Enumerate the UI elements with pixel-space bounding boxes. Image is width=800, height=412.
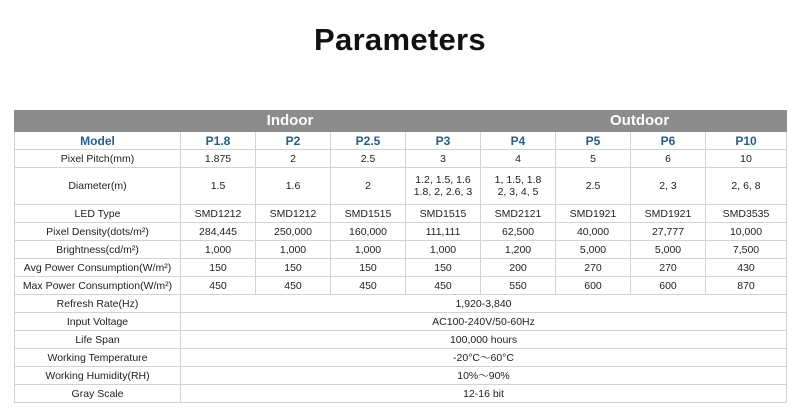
shared-value-cell: 1,920-3,840 <box>181 295 787 313</box>
page-title: Parameters <box>314 22 486 57</box>
value-cell: SMD1212 <box>256 205 331 223</box>
value-cell: SMD3535 <box>706 205 787 223</box>
indoor-band: Indoor <box>15 111 556 132</box>
row-label: Avg Power Consumption(W/m²) <box>15 259 181 277</box>
row-label: Pixel Pitch(mm) <box>15 150 181 168</box>
value-cell: 1.875 <box>181 150 256 168</box>
value-cell: 450 <box>181 277 256 295</box>
table-row <box>15 277 787 295</box>
table-row <box>15 150 787 168</box>
shared-value-cell: -20°C～60°C <box>181 349 787 367</box>
parameters-table <box>14 110 787 403</box>
value-cell: 111,111 <box>406 223 481 241</box>
value-cell: 2 <box>256 150 331 168</box>
model-header-row <box>15 132 787 150</box>
value-cell: SMD1921 <box>556 205 631 223</box>
value-cell: 1.2, 1.5, 1.6 1.8, 2, 2.6, 3 <box>406 168 481 205</box>
value-cell: 450 <box>256 277 331 295</box>
value-cell: 150 <box>406 259 481 277</box>
outdoor-band: Outdoor <box>556 111 787 132</box>
value-cell: 62,500 <box>481 223 556 241</box>
model-header-cell: P5 <box>556 132 631 150</box>
value-cell: 600 <box>556 277 631 295</box>
value-cell: 150 <box>331 259 406 277</box>
value-cell: 1,000 <box>331 241 406 259</box>
value-cell: 3 <box>406 150 481 168</box>
value-cell: 6 <box>631 150 706 168</box>
table-row <box>15 223 787 241</box>
value-cell: 160,000 <box>331 223 406 241</box>
model-header-cell: P4 <box>481 132 556 150</box>
value-cell: 4 <box>481 150 556 168</box>
model-header-cell: P1.8 <box>181 132 256 150</box>
value-cell: 200 <box>481 259 556 277</box>
shared-row <box>15 385 787 403</box>
value-cell: 450 <box>331 277 406 295</box>
value-cell: 1,200 <box>481 241 556 259</box>
value-cell: 284,445 <box>181 223 256 241</box>
value-cell: 10,000 <box>706 223 787 241</box>
value-cell: SMD2121 <box>481 205 556 223</box>
value-cell: SMD1921 <box>631 205 706 223</box>
shared-value-cell: 100,000 hours <box>181 331 787 349</box>
value-cell: 450 <box>406 277 481 295</box>
row-label: LED Type <box>15 205 181 223</box>
value-cell: 1.6 <box>256 168 331 205</box>
model-header-cell: P2 <box>256 132 331 150</box>
value-cell: 250,000 <box>256 223 331 241</box>
table-row <box>15 168 787 205</box>
row-label: Input Voltage <box>15 313 181 331</box>
model-header-label: Model <box>15 132 181 150</box>
value-cell: 550 <box>481 277 556 295</box>
value-cell: 5,000 <box>556 241 631 259</box>
value-cell: SMD1515 <box>406 205 481 223</box>
model-header-cell: P3 <box>406 132 481 150</box>
shared-row <box>15 295 787 313</box>
value-cell: 1,000 <box>256 241 331 259</box>
row-label: Diameter(m) <box>15 168 181 205</box>
value-cell: 1,000 <box>181 241 256 259</box>
value-cell: 2, 6, 8 <box>706 168 787 205</box>
value-cell: 2.5 <box>556 168 631 205</box>
model-header-cell: P6 <box>631 132 706 150</box>
band-row <box>15 111 787 132</box>
value-cell: 150 <box>256 259 331 277</box>
row-label: Max Power Consumption(W/m²) <box>15 277 181 295</box>
value-cell: 40,000 <box>556 223 631 241</box>
table-row <box>15 205 787 223</box>
value-cell: 600 <box>631 277 706 295</box>
row-label: Pixel Density(dots/m²) <box>15 223 181 241</box>
model-header-cell: P10 <box>706 132 787 150</box>
row-label: Brightness(cd/m²) <box>15 241 181 259</box>
shared-value-cell: 12-16 bit <box>181 385 787 403</box>
value-cell: 270 <box>631 259 706 277</box>
value-cell: SMD1515 <box>331 205 406 223</box>
value-cell: 1, 1.5, 1.8 2, 3, 4, 5 <box>481 168 556 205</box>
value-cell: 1,000 <box>406 241 481 259</box>
row-label: Gray Scale <box>15 385 181 403</box>
table-row <box>15 259 787 277</box>
value-cell: SMD1212 <box>181 205 256 223</box>
shared-row <box>15 331 787 349</box>
model-header-cell: P2.5 <box>331 132 406 150</box>
value-cell: 7,500 <box>706 241 787 259</box>
value-cell: 2, 3 <box>631 168 706 205</box>
value-cell: 1.5 <box>181 168 256 205</box>
value-cell: 5,000 <box>631 241 706 259</box>
value-cell: 5 <box>556 150 631 168</box>
value-cell: 430 <box>706 259 787 277</box>
row-label: Working Humidity(RH) <box>15 367 181 385</box>
row-label: Life Span <box>15 331 181 349</box>
value-cell: 270 <box>556 259 631 277</box>
shared-row <box>15 313 787 331</box>
value-cell: 27,777 <box>631 223 706 241</box>
shared-value-cell: 10%～90% <box>181 367 787 385</box>
table-row <box>15 241 787 259</box>
shared-row <box>15 349 787 367</box>
value-cell: 2 <box>331 168 406 205</box>
value-cell: 10 <box>706 150 787 168</box>
shared-value-cell: AC100-240V/50-60Hz <box>181 313 787 331</box>
value-cell: 2.5 <box>331 150 406 168</box>
row-label: Working Temperature <box>15 349 181 367</box>
value-cell: 150 <box>181 259 256 277</box>
value-cell: 870 <box>706 277 787 295</box>
shared-row <box>15 367 787 385</box>
row-label: Refresh Rate(Hz) <box>15 295 181 313</box>
table-body <box>15 111 787 403</box>
